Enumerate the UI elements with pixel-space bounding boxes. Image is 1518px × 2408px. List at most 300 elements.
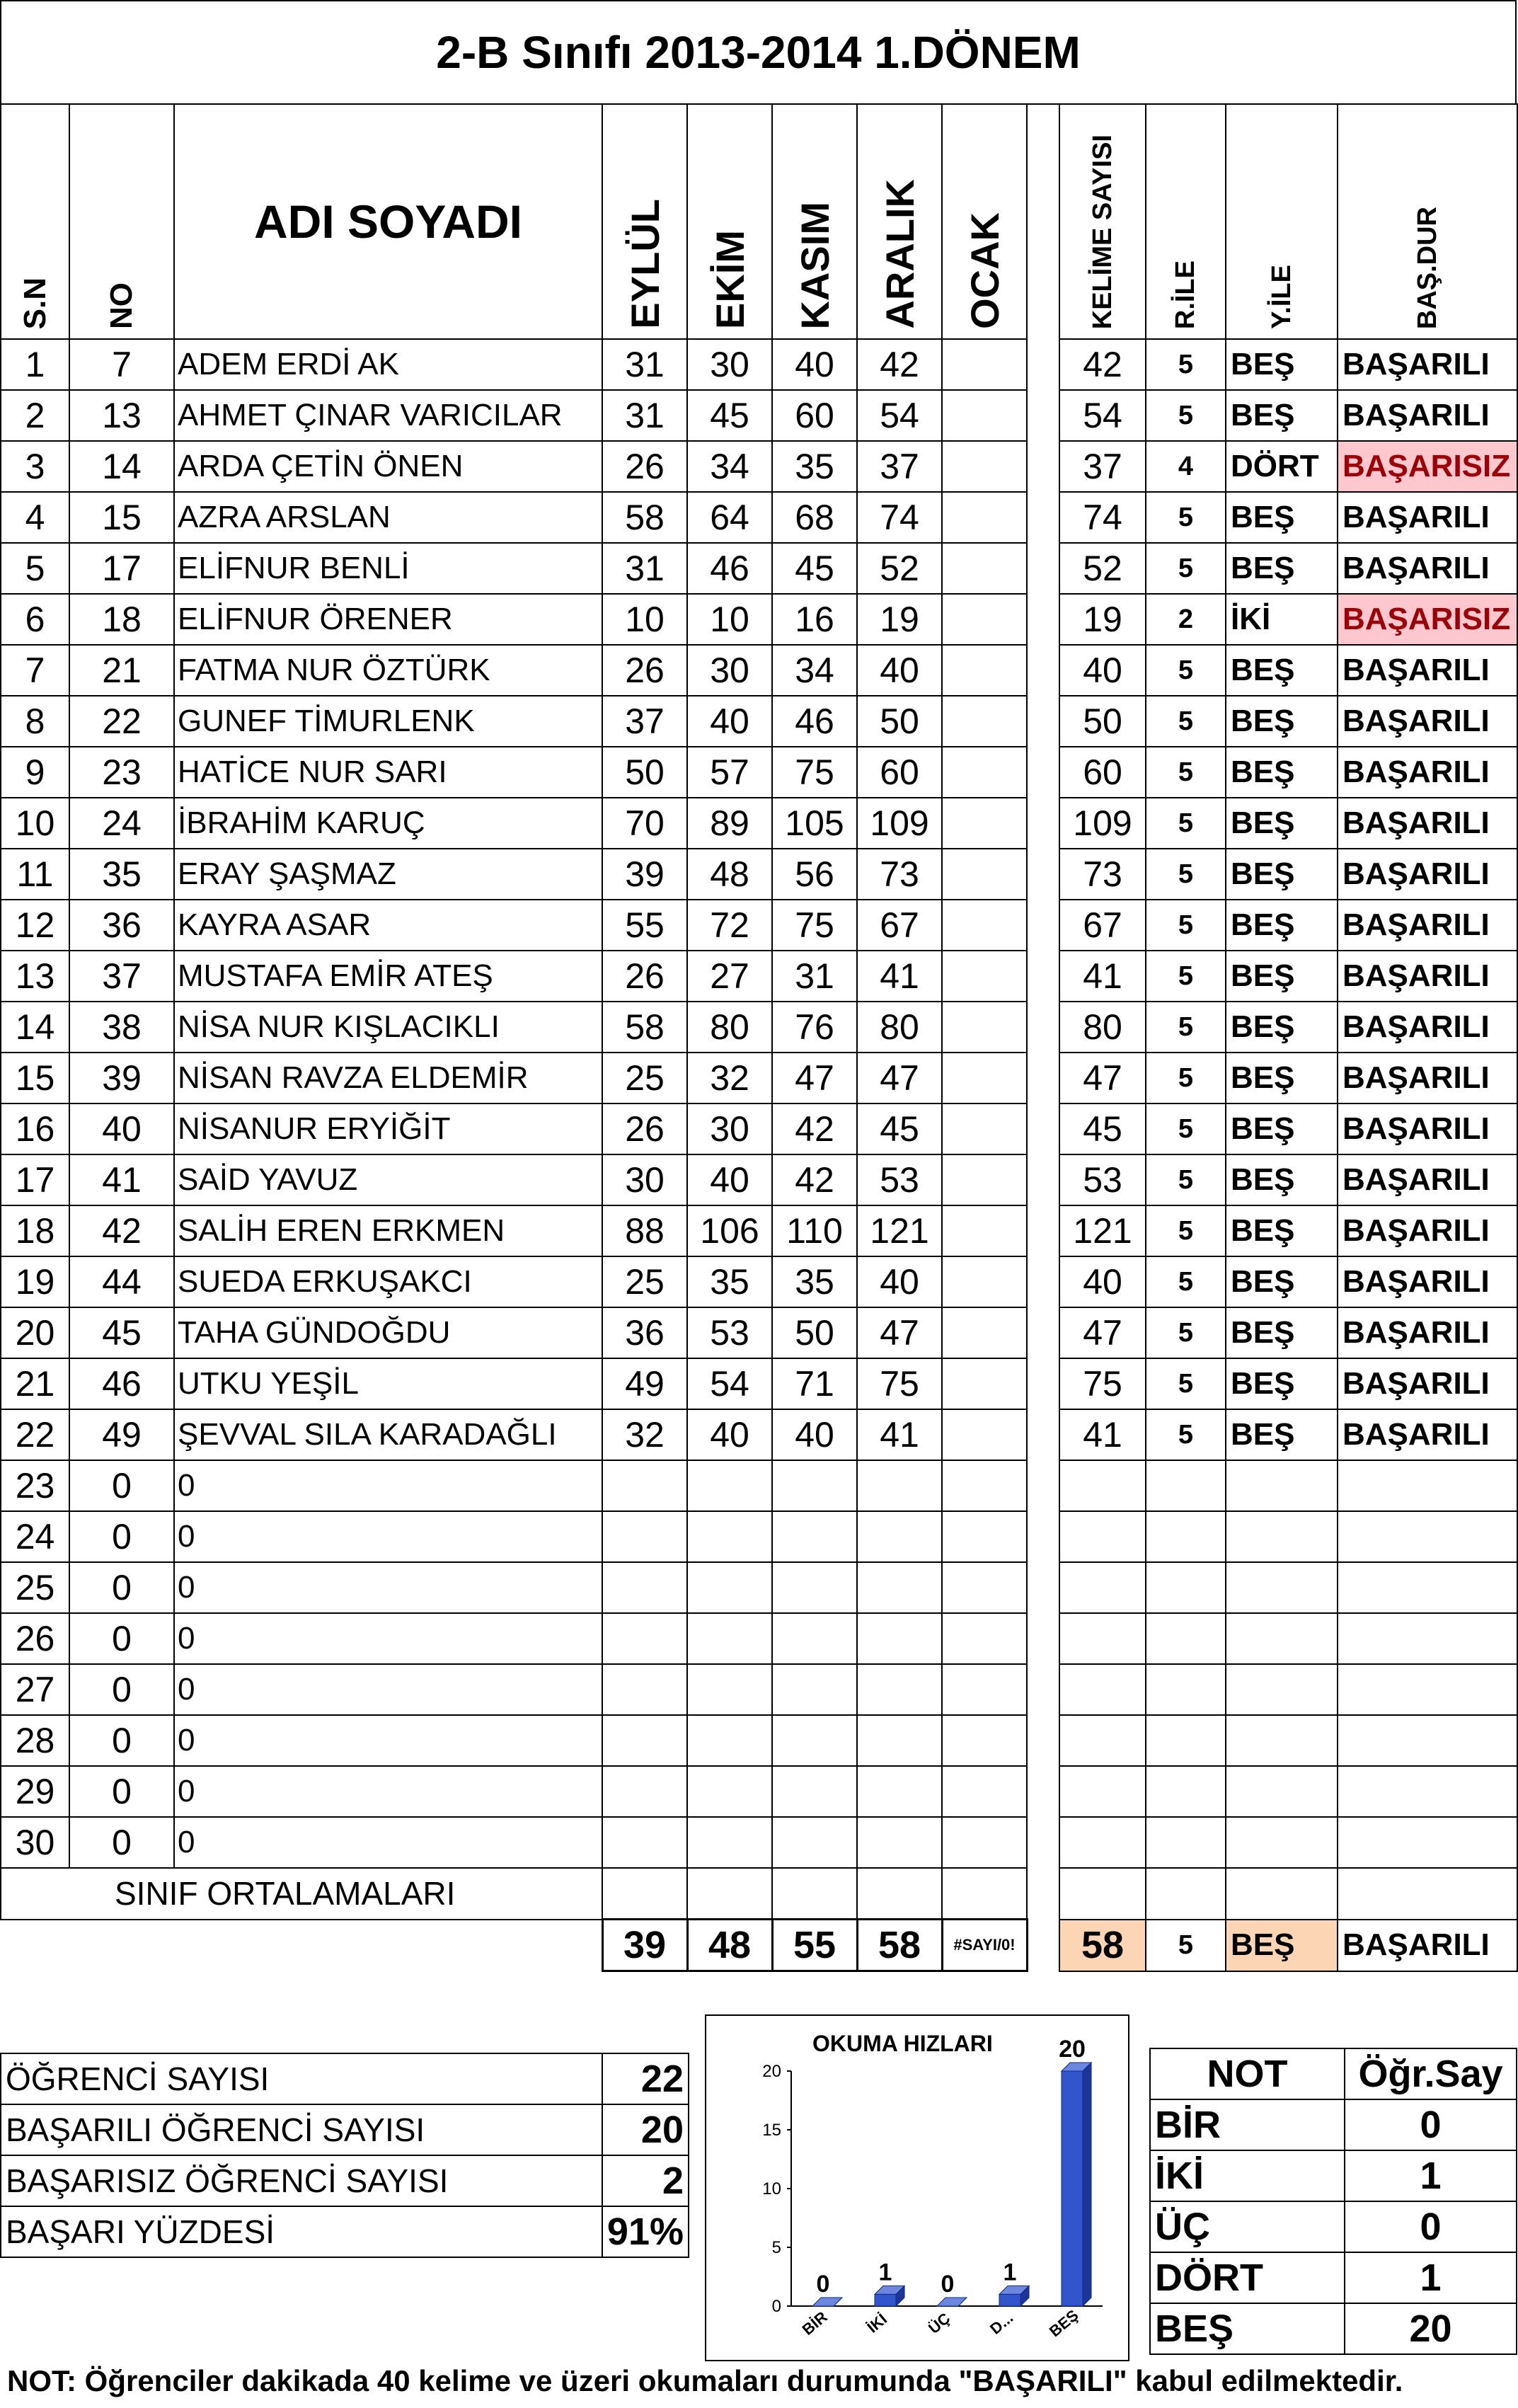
table-row (1, 543, 1517, 594)
cell-kelime: 41 (1059, 951, 1146, 1002)
cell-month: 75 (857, 1358, 942, 1409)
cell-no: 23 (69, 747, 174, 798)
y-tick-label: 0 (771, 2297, 781, 2316)
cell-r-ile: 5 (1146, 951, 1226, 1002)
cell-month (942, 849, 1027, 900)
x-tick-label: İKİ (863, 2310, 890, 2337)
grade-header-row (1150, 2048, 1517, 2099)
table-row (1, 492, 1517, 543)
cell-month (942, 594, 1027, 645)
cell-y-ile (1226, 1715, 1338, 1766)
cell-month (942, 900, 1027, 951)
cell-sn: 21 (1, 1358, 69, 1409)
cell-bas-dur: BAŞARILI (1338, 339, 1517, 390)
cell-month (687, 1817, 772, 1868)
cell-r-ile (1146, 1460, 1226, 1511)
cell-r-ile (1146, 1817, 1226, 1868)
cell-month: 37 (857, 441, 942, 492)
cell-name: KAYRA ASAR (174, 900, 602, 951)
cell-sn: 23 (1, 1460, 69, 1511)
stat-label: BAŞARI YÜZDESİ (1, 2206, 602, 2257)
gap-cell (1027, 1205, 1059, 1256)
cell-bas-dur: BAŞARILI (1338, 696, 1517, 747)
table-row (1, 1409, 1517, 1460)
cell-month (942, 1358, 1027, 1409)
table-row (1, 1053, 1517, 1103)
cell-month: 10 (602, 594, 687, 645)
cell-sn: 11 (1, 849, 69, 900)
empty-cell (942, 1868, 1027, 1920)
cell-r-ile: 5 (1146, 1256, 1226, 1307)
cell-kelime: 80 (1059, 1002, 1146, 1053)
cell-r-ile: 5 (1146, 798, 1226, 849)
cell-month (602, 1664, 687, 1715)
grade-name: İKİ (1150, 2150, 1345, 2201)
cell-name: AZRA ARSLAN (174, 492, 602, 543)
cell-month (942, 951, 1027, 1002)
grade-name: BEŞ (1150, 2303, 1345, 2354)
cell-month: 53 (687, 1307, 772, 1358)
cell-bas-dur (1338, 1613, 1517, 1664)
cell-bas-dur: BAŞARILI (1338, 1205, 1517, 1256)
cell-month: 26 (602, 951, 687, 1002)
gap-cell (1027, 1103, 1059, 1154)
grade-header-not: NOT (1150, 2048, 1345, 2099)
cell-month: 42 (772, 1154, 857, 1205)
cell-month: 70 (602, 798, 687, 849)
cell-bas-dur: BAŞARILI (1338, 645, 1517, 696)
empty-cell (772, 1868, 857, 1920)
cell-name: SUEDA ERKUŞAKCI (174, 1256, 602, 1307)
cell-month: 71 (772, 1358, 857, 1409)
cell-kelime: 37 (1059, 441, 1146, 492)
cell-kelime (1059, 1664, 1146, 1715)
cell-month: 30 (687, 339, 772, 390)
col-header-sn: S.N (1, 104, 69, 339)
cell-month (942, 696, 1027, 747)
cell-name: MUSTAFA EMİR ATEŞ (174, 951, 602, 1002)
cell-month: 40 (772, 1409, 857, 1460)
average-r-ile: 5 (1146, 1920, 1226, 1971)
cell-sn: 3 (1, 441, 69, 492)
cell-name: 0 (174, 1766, 602, 1817)
cell-month: 110 (772, 1205, 857, 1256)
gap-cell (1027, 1409, 1059, 1460)
cell-y-ile (1226, 1766, 1338, 1817)
cell-y-ile: BEŞ (1226, 696, 1338, 747)
gap-cell (1027, 543, 1059, 594)
cell-month: 106 (687, 1205, 772, 1256)
cell-month (772, 1664, 857, 1715)
cell-month (942, 339, 1027, 390)
cell-no: 0 (69, 1766, 174, 1817)
averages-row (1, 1920, 1517, 1971)
gap-cell (1027, 1766, 1059, 1817)
cell-month: 55 (602, 900, 687, 951)
cell-kelime: 47 (1059, 1053, 1146, 1103)
cell-name: ERAY ŞAŞMAZ (174, 849, 602, 900)
cell-month: 32 (602, 1409, 687, 1460)
table-row (1, 1002, 1517, 1053)
cell-bas-dur: BAŞARILI (1338, 1256, 1517, 1307)
header-row (1, 104, 1517, 339)
cell-no: 0 (69, 1664, 174, 1715)
cell-month: 19 (857, 594, 942, 645)
cell-no: 38 (69, 1002, 174, 1053)
cell-sn: 5 (1, 543, 69, 594)
cell-bas-dur (1338, 1664, 1517, 1715)
table-row (1, 900, 1517, 951)
cell-month: 40 (687, 696, 772, 747)
cell-name: SAİD YAVUZ (174, 1154, 602, 1205)
cell-month: 88 (602, 1205, 687, 1256)
cell-sn: 15 (1, 1053, 69, 1103)
cell-month: 47 (857, 1307, 942, 1358)
cell-month (857, 1460, 942, 1511)
cell-month: 25 (602, 1256, 687, 1307)
cell-bas-dur: BAŞARILI (1338, 1307, 1517, 1358)
gap-cell (1027, 1715, 1059, 1766)
cell-no: 0 (69, 1460, 174, 1511)
grade-row (1150, 2150, 1517, 2201)
cell-month: 30 (687, 645, 772, 696)
gap-cell (1027, 1562, 1059, 1613)
y-tick-label: 10 (762, 2179, 781, 2198)
grade-name: DÖRT (1150, 2252, 1345, 2303)
cell-month (772, 1460, 857, 1511)
col-header-no: NO (69, 104, 174, 339)
col-header-ekim: EKİM (687, 104, 772, 339)
cell-month (602, 1613, 687, 1664)
gap-cell (1027, 951, 1059, 1002)
cell-month (687, 1664, 772, 1715)
col-header-bas-dur: BAŞ.DUR (1338, 104, 1517, 339)
cell-month: 60 (772, 390, 857, 441)
cell-month: 67 (857, 900, 942, 951)
x-tick-label: BİR (798, 2307, 831, 2339)
gap-cell (1027, 441, 1059, 492)
summary-stats-table (0, 2053, 689, 2258)
cell-month (942, 1205, 1027, 1256)
gap-cell (1027, 104, 1059, 339)
cell-sn: 30 (1, 1817, 69, 1868)
footnote: NOT: Öğrenciler dakikada 40 kelime ve üzeri okumaları durumunda "BAŞARILI" kabul edilmektedir. (7, 2364, 1403, 2397)
cell-kelime: 42 (1059, 339, 1146, 390)
cell-kelime: 41 (1059, 1409, 1146, 1460)
cell-bas-dur (1338, 1817, 1517, 1868)
average-month: 58 (857, 1920, 942, 1971)
cell-r-ile: 5 (1146, 390, 1226, 441)
cell-name: 0 (174, 1511, 602, 1562)
cell-month: 16 (772, 594, 857, 645)
table-row (1, 1817, 1517, 1868)
cell-r-ile: 5 (1146, 645, 1226, 696)
cell-month (687, 1460, 772, 1511)
cell-no: 13 (69, 390, 174, 441)
cell-month: 64 (687, 492, 772, 543)
cell-r-ile (1146, 1562, 1226, 1613)
cell-month (772, 1511, 857, 1562)
gap-cell (1027, 1154, 1059, 1205)
cell-no: 22 (69, 696, 174, 747)
average-y-ile: BEŞ (1226, 1920, 1338, 1971)
table-row (1, 1358, 1517, 1409)
grade-count: 1 (1345, 2150, 1517, 2201)
table-row (1, 798, 1517, 849)
cell-month: 40 (857, 1256, 942, 1307)
cell-month: 42 (857, 339, 942, 390)
cell-y-ile: BEŞ (1226, 1409, 1338, 1460)
cell-month: 26 (602, 1103, 687, 1154)
cell-bas-dur: BAŞARILI (1338, 747, 1517, 798)
x-tick-label: ÜÇ (924, 2309, 954, 2338)
empty-cell (1226, 1868, 1338, 1920)
cell-no: 18 (69, 594, 174, 645)
cell-sn: 25 (1, 1562, 69, 1613)
cell-no: 49 (69, 1409, 174, 1460)
cell-month: 45 (857, 1103, 942, 1154)
gap-cell (1027, 1460, 1059, 1511)
cell-month: 58 (602, 1002, 687, 1053)
cell-name: ADEM ERDİ AK (174, 339, 602, 390)
cell-month (942, 1002, 1027, 1053)
table-row (1, 390, 1517, 441)
cell-bas-dur: BAŞARISIZ (1338, 594, 1517, 645)
cell-no: 0 (69, 1613, 174, 1664)
cell-y-ile: BEŞ (1226, 1358, 1338, 1409)
empty-cell (1338, 1868, 1517, 1920)
cell-month (942, 441, 1027, 492)
cell-month: 74 (857, 492, 942, 543)
averages-label-row (1, 1868, 1517, 1920)
empty-cell (602, 1868, 687, 1920)
cell-month: 47 (772, 1053, 857, 1103)
cell-sn: 28 (1, 1715, 69, 1766)
cell-month (942, 798, 1027, 849)
gap-cell (1027, 390, 1059, 441)
cell-month: 45 (687, 390, 772, 441)
cell-r-ile: 5 (1146, 1358, 1226, 1409)
cell-kelime (1059, 1460, 1146, 1511)
cell-no: 24 (69, 798, 174, 849)
table-row (1, 1205, 1517, 1256)
cell-month: 68 (772, 492, 857, 543)
col-header-ocak: OCAK (942, 104, 1027, 339)
gap-cell (1027, 594, 1059, 645)
cell-bas-dur: BAŞARILI (1338, 1103, 1517, 1154)
cell-r-ile: 5 (1146, 1409, 1226, 1460)
cell-kelime: 60 (1059, 747, 1146, 798)
cell-no: 7 (69, 339, 174, 390)
gap-cell (1027, 696, 1059, 747)
cell-kelime: 74 (1059, 492, 1146, 543)
grade-count: 20 (1345, 2303, 1517, 2354)
y-tick-label: 15 (762, 2121, 781, 2140)
cell-month: 41 (857, 1409, 942, 1460)
cell-month: 109 (857, 798, 942, 849)
cell-month: 49 (602, 1358, 687, 1409)
cell-name: ELİFNUR ÖRENER (174, 594, 602, 645)
cell-month: 75 (772, 900, 857, 951)
col-header-name: ADI SOYADI (174, 104, 602, 339)
cell-month (857, 1511, 942, 1562)
col-header-eylul: EYLÜL (602, 104, 687, 339)
cell-month: 75 (772, 747, 857, 798)
cell-y-ile: BEŞ (1226, 900, 1338, 951)
cell-name: 0 (174, 1613, 602, 1664)
cell-bas-dur: BAŞARILI (1338, 492, 1517, 543)
cell-bas-dur: BAŞARILI (1338, 1409, 1517, 1460)
gap-cell (1027, 798, 1059, 849)
cell-month (687, 1613, 772, 1664)
cell-bas-dur (1338, 1460, 1517, 1511)
cell-kelime (1059, 1511, 1146, 1562)
cell-kelime: 75 (1059, 1358, 1146, 1409)
cell-month (857, 1562, 942, 1613)
cell-y-ile: İKİ (1226, 594, 1338, 645)
cell-name: İBRAHİM KARUÇ (174, 798, 602, 849)
gap-cell (1027, 747, 1059, 798)
cell-month: 80 (687, 1002, 772, 1053)
cell-r-ile: 5 (1146, 747, 1226, 798)
stat-value: 20 (602, 2104, 689, 2155)
cell-month (772, 1817, 857, 1868)
cell-month (942, 1103, 1027, 1154)
cell-month: 45 (772, 543, 857, 594)
gap-cell (1027, 1511, 1059, 1562)
cell-y-ile: BEŞ (1226, 1205, 1338, 1256)
cell-month (772, 1562, 857, 1613)
stat-row (1, 2206, 689, 2257)
table-row (1, 441, 1517, 492)
average-kelime: 58 (1059, 1920, 1146, 1971)
cell-month (602, 1817, 687, 1868)
table-row (1, 1562, 1517, 1613)
cell-month (687, 1766, 772, 1817)
cell-month: 50 (602, 747, 687, 798)
cell-r-ile (1146, 1511, 1226, 1562)
cell-y-ile: BEŞ (1226, 1256, 1338, 1307)
cell-bas-dur: BAŞARILI (1338, 849, 1517, 900)
cell-kelime: 67 (1059, 900, 1146, 951)
cell-kelime: 52 (1059, 543, 1146, 594)
gap-cell (1027, 1002, 1059, 1053)
cell-no: 21 (69, 645, 174, 696)
stat-label: BAŞARILI ÖĞRENCİ SAYISI (1, 2104, 602, 2155)
cell-month (857, 1613, 942, 1664)
cell-month (942, 1256, 1027, 1307)
cell-sn: 8 (1, 696, 69, 747)
cell-month (772, 1715, 857, 1766)
cell-bas-dur: BAŞARILI (1338, 1053, 1517, 1103)
table-row (1, 696, 1517, 747)
stat-label: ÖĞRENCİ SAYISI (1, 2053, 602, 2104)
cell-y-ile: BEŞ (1226, 1002, 1338, 1053)
cell-month (857, 1766, 942, 1817)
cell-r-ile: 5 (1146, 339, 1226, 390)
bar-side (1083, 2063, 1091, 2306)
col-header-kasim: KASIM (772, 104, 857, 339)
cell-kelime (1059, 1613, 1146, 1664)
cell-month: 35 (687, 1256, 772, 1307)
cell-month (602, 1460, 687, 1511)
chart-svg (706, 2016, 1128, 2360)
cell-month (602, 1511, 687, 1562)
gap-cell (1027, 1256, 1059, 1307)
bar-value-label: 1 (878, 2259, 892, 2286)
cell-sn: 16 (1, 1103, 69, 1154)
cell-no: 0 (69, 1562, 174, 1613)
cell-name: 0 (174, 1562, 602, 1613)
gap-cell (1027, 1613, 1059, 1664)
gap-cell (1027, 1307, 1059, 1358)
cell-name: 0 (174, 1664, 602, 1715)
cell-month (772, 1766, 857, 1817)
cell-sn: 20 (1, 1307, 69, 1358)
gap-cell (1027, 1868, 1059, 1920)
stat-value: 2 (602, 2155, 689, 2206)
cell-month: 39 (602, 849, 687, 900)
cell-y-ile: BEŞ (1226, 645, 1338, 696)
cell-month: 47 (857, 1053, 942, 1103)
cell-name: UTKU YEŞİL (174, 1358, 602, 1409)
table-row (1, 1103, 1517, 1154)
cell-no: 17 (69, 543, 174, 594)
cell-month (602, 1562, 687, 1613)
cell-month: 89 (687, 798, 772, 849)
cell-month: 40 (857, 645, 942, 696)
cell-kelime (1059, 1766, 1146, 1817)
gap-cell (1027, 1664, 1059, 1715)
cell-r-ile: 5 (1146, 1103, 1226, 1154)
cell-month (942, 543, 1027, 594)
table-row (1, 1460, 1517, 1511)
cell-r-ile: 5 (1146, 1307, 1226, 1358)
cell-r-ile: 5 (1146, 849, 1226, 900)
cell-month (687, 1715, 772, 1766)
cell-month: 32 (687, 1053, 772, 1103)
cell-month (942, 390, 1027, 441)
empty-cell (857, 1868, 942, 1920)
table-row (1, 747, 1517, 798)
bar (875, 2294, 896, 2306)
cell-kelime: 40 (1059, 1256, 1146, 1307)
grade-name: ÜÇ (1150, 2201, 1345, 2252)
cell-no: 0 (69, 1715, 174, 1766)
cell-kelime: 45 (1059, 1103, 1146, 1154)
cell-name: GUNEF TİMURLENK (174, 696, 602, 747)
cell-bas-dur: BAŞARILI (1338, 390, 1517, 441)
cell-bas-dur: BAŞARILI (1338, 543, 1517, 594)
cell-bas-dur: BAŞARISIZ (1338, 441, 1517, 492)
cell-month (942, 1409, 1027, 1460)
cell-sn: 10 (1, 798, 69, 849)
cell-sn: 22 (1, 1409, 69, 1460)
cell-month: 50 (857, 696, 942, 747)
table-row (1, 1715, 1517, 1766)
grade-header-say: Öğr.Say (1345, 2048, 1517, 2099)
cell-y-ile: BEŞ (1226, 747, 1338, 798)
cell-y-ile: BEŞ (1226, 849, 1338, 900)
cell-name: 0 (174, 1715, 602, 1766)
bar (1062, 2071, 1083, 2306)
cell-sn: 18 (1, 1205, 69, 1256)
grades-table (0, 103, 1518, 1972)
cell-month (942, 1307, 1027, 1358)
cell-month: 48 (687, 849, 772, 900)
cell-month: 52 (857, 543, 942, 594)
cell-month (687, 1511, 772, 1562)
